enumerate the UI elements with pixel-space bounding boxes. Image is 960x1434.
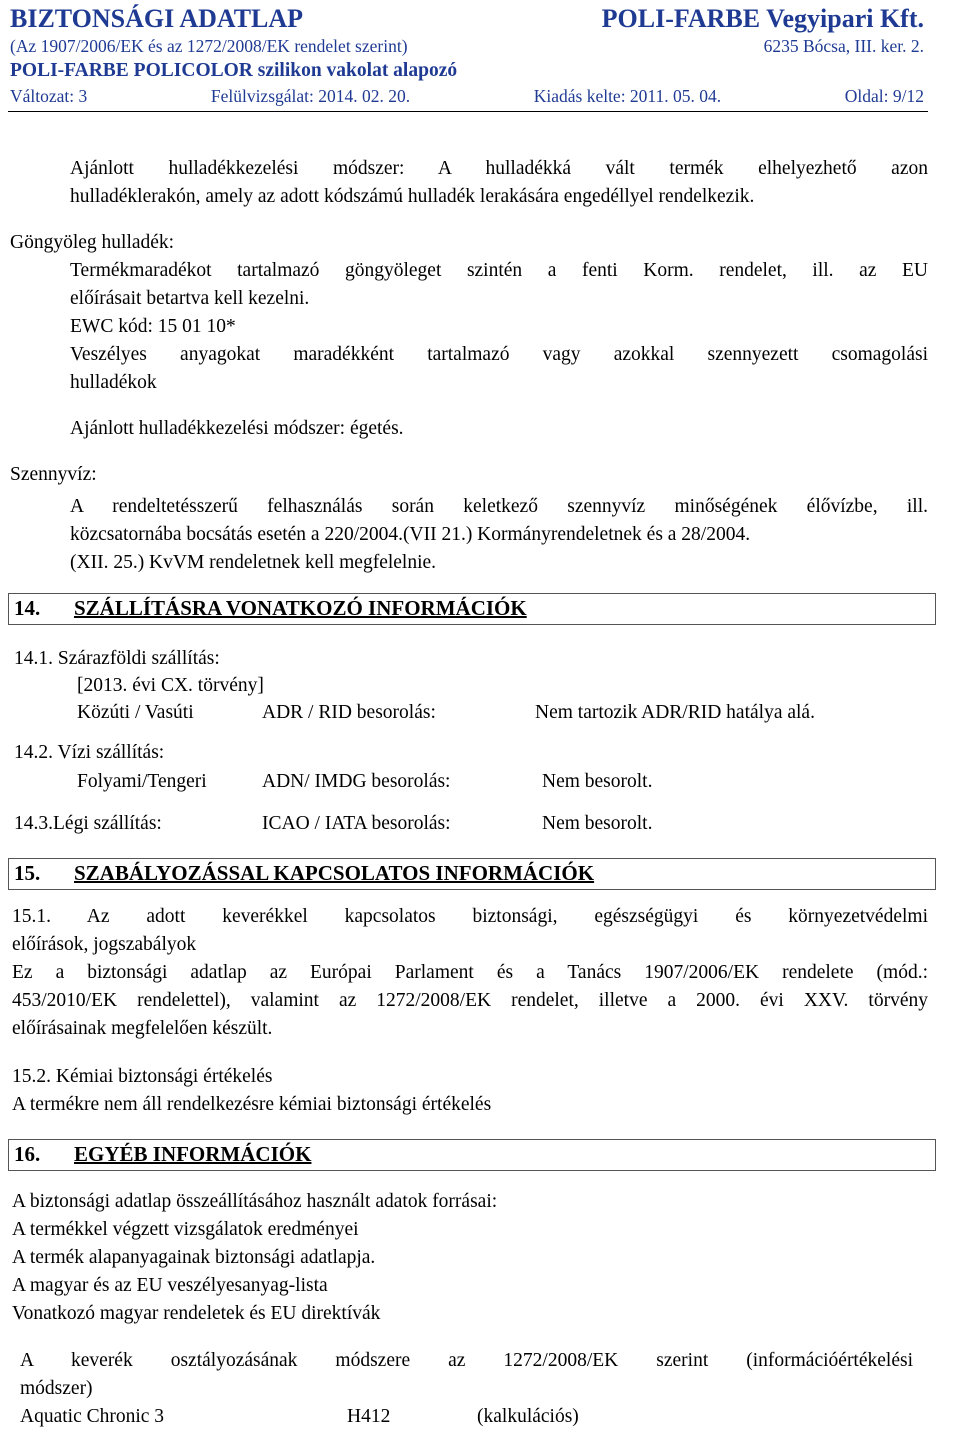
wastewater-line1: A rendeltetésszerű felhasználás során keletkező szennyvíz minőségének élővízbe, ill. — [70, 496, 928, 517]
icao-iata-label: ICAO / IATA besorolás: — [262, 813, 451, 834]
chemical-safety-text: A termékre nem áll rendelkezésre kémiai biztonsági értékelés — [12, 1094, 492, 1115]
company-name: POLI-FARBE Vegyipari Kft. — [601, 4, 924, 33]
list-item: A termékkel végzett vizsgálatok eredményei — [12, 1219, 359, 1240]
section-14-number: 14. — [14, 596, 41, 620]
section-14-title-text: SZÁLLÍTÁSRA VONATKOZÓ INFORMÁCIÓK — [74, 596, 527, 620]
chemical-safety-heading: 15.2. Kémiai biztonsági értékelés — [12, 1066, 273, 1087]
classification-method-line1: A keverék osztályozásának módszere az 1272/2008/EK szerint (információértékelési — [20, 1350, 913, 1371]
land-transport-law: [2013. évi CX. törvény] — [77, 675, 264, 696]
section-16-number: 16. — [14, 1142, 41, 1166]
ewc-description-line1: Veszélyes anyagokat maradékként tartalmazó vagy azokkal szennyezett csomagolási — [70, 344, 928, 365]
wastewater-line2: közcsatornába bocsátás esetén a 220/2004.(VII 21.) Kormányrendeletnek és a 28/2004. — [70, 524, 751, 545]
packaging-method: Ajánlott hulladékkezelési módszer: égetés. — [70, 418, 404, 439]
section-15-number: 15. — [14, 861, 41, 885]
water-transport-mode: Folyami/Tengeri — [77, 771, 207, 792]
company-address: 6235 Bócsa, III. ker. 2. — [763, 36, 924, 56]
header-row-4 — [10, 86, 924, 107]
wastewater-label: Szennyvíz: — [10, 464, 97, 485]
hazard-code: H412 — [347, 1406, 391, 1427]
wastewater-line3: (XII. 25.) KvVM rendeletnek kell megfelelnie. — [70, 552, 437, 573]
waste-recommended-line1: Ajánlott hulladékkezelési módszer: A hulladékká vált termék elhelyezhető azon — [70, 158, 928, 179]
packaging-waste-label: Göngyöleg hulladék: — [10, 232, 175, 253]
adr-rid-label: ADR / RID besorolás: — [262, 702, 436, 723]
land-transport-heading: 14.1. Szárazföldi szállítás: — [14, 648, 220, 669]
ewc-description-line2: hulladékok — [70, 372, 157, 393]
section-14-title — [14, 596, 527, 621]
section-16-title-text: EGYÉB INFORMÁCIÓK — [74, 1142, 312, 1166]
adn-imdg-value: Nem besorolt. — [542, 771, 653, 792]
issue-date: Kiadás kelte: 2011. 05. 04. — [533, 86, 722, 106]
packaging-waste-line2: előírásait betartva kell kezelni. — [70, 288, 310, 309]
land-transport-mode: Közúti / Vasúti — [77, 702, 194, 723]
section-15-title — [14, 861, 594, 886]
icao-iata-value: Nem besorolt. — [542, 813, 653, 834]
section-16-title — [14, 1142, 311, 1167]
sources-intro: A biztonsági adatlap összeállításához használt adatok forrásai: — [12, 1191, 498, 1212]
adr-rid-value: Nem tartozik ADR/RID hatálya alá. — [535, 702, 815, 723]
packaging-waste-line1: Termékmaradékot tartalmazó göngyöleget szintén a fenti Korm. rendelet, ill. az EU — [70, 260, 928, 281]
ewc-code: EWC kód: 15 01 10* — [70, 316, 236, 337]
product-name: POLI-FARBE POLICOLOR szilikon vakolat alapozó — [10, 60, 458, 81]
list-item: Vonatkozó magyar rendeletek és EU direktívák — [12, 1303, 381, 1324]
hazard-class: Aquatic Chronic 3 — [20, 1406, 165, 1427]
waste-recommended-line2: hulladéklerakón, amely az adott kódszámú hulladék lerakására engedéllyel rendelkezik. — [70, 186, 755, 207]
regulation-p2-line1: Ez a biztonsági adatlap az Európai Parlament és a Tanács 1907/2006/EK rendelete (mód.: — [12, 962, 928, 983]
regulation-p1-line2: előírások, jogszabályok — [12, 934, 197, 955]
header-rule — [8, 111, 928, 112]
revision-date: Felülvizsgálat: 2014. 02. 20. — [210, 86, 411, 106]
section-15-title-text: SZABÁLYOZÁSSAL KAPCSOLATOS INFORMÁCIÓK — [74, 861, 595, 885]
document-title: BIZTONSÁGI ADATLAP — [10, 4, 304, 33]
regulation-p2-line3: előírásainak megfelelően készült. — [12, 1018, 273, 1039]
header-row-2 — [10, 36, 924, 57]
header-row-1 — [10, 4, 924, 34]
version: Változat: 3 — [10, 86, 88, 106]
regulation-note: (Az 1907/2006/EK és az 1272/2008/EK rendelet szerint) — [10, 36, 408, 56]
hazard-method: (kalkulációs) — [477, 1406, 579, 1427]
list-item: A termék alapanyagainak biztonsági adatlapja. — [12, 1247, 376, 1268]
page-number: Oldal: 9/12 — [844, 86, 924, 106]
regulation-p2-line2: 453/2010/EK rendelettel), valamint az 1272/2008/EK rendelet, illetve a 2000. évi XXV. törvény — [12, 990, 928, 1011]
classification-method-line2: módszer) — [20, 1378, 93, 1399]
list-item: A magyar és az EU veszélyesanyag-lista — [12, 1275, 328, 1296]
water-transport-heading: 14.2. Vízi szállítás: — [14, 742, 165, 763]
regulation-p1-line1: 15.1. Az adott keverékkel kapcsolatos biztonsági, egészségügyi és környezetvédelmi — [12, 906, 928, 927]
adn-imdg-label: ADN/ IMDG besorolás: — [262, 771, 451, 792]
air-transport-heading: 14.3.Légi szállítás: — [14, 813, 162, 834]
